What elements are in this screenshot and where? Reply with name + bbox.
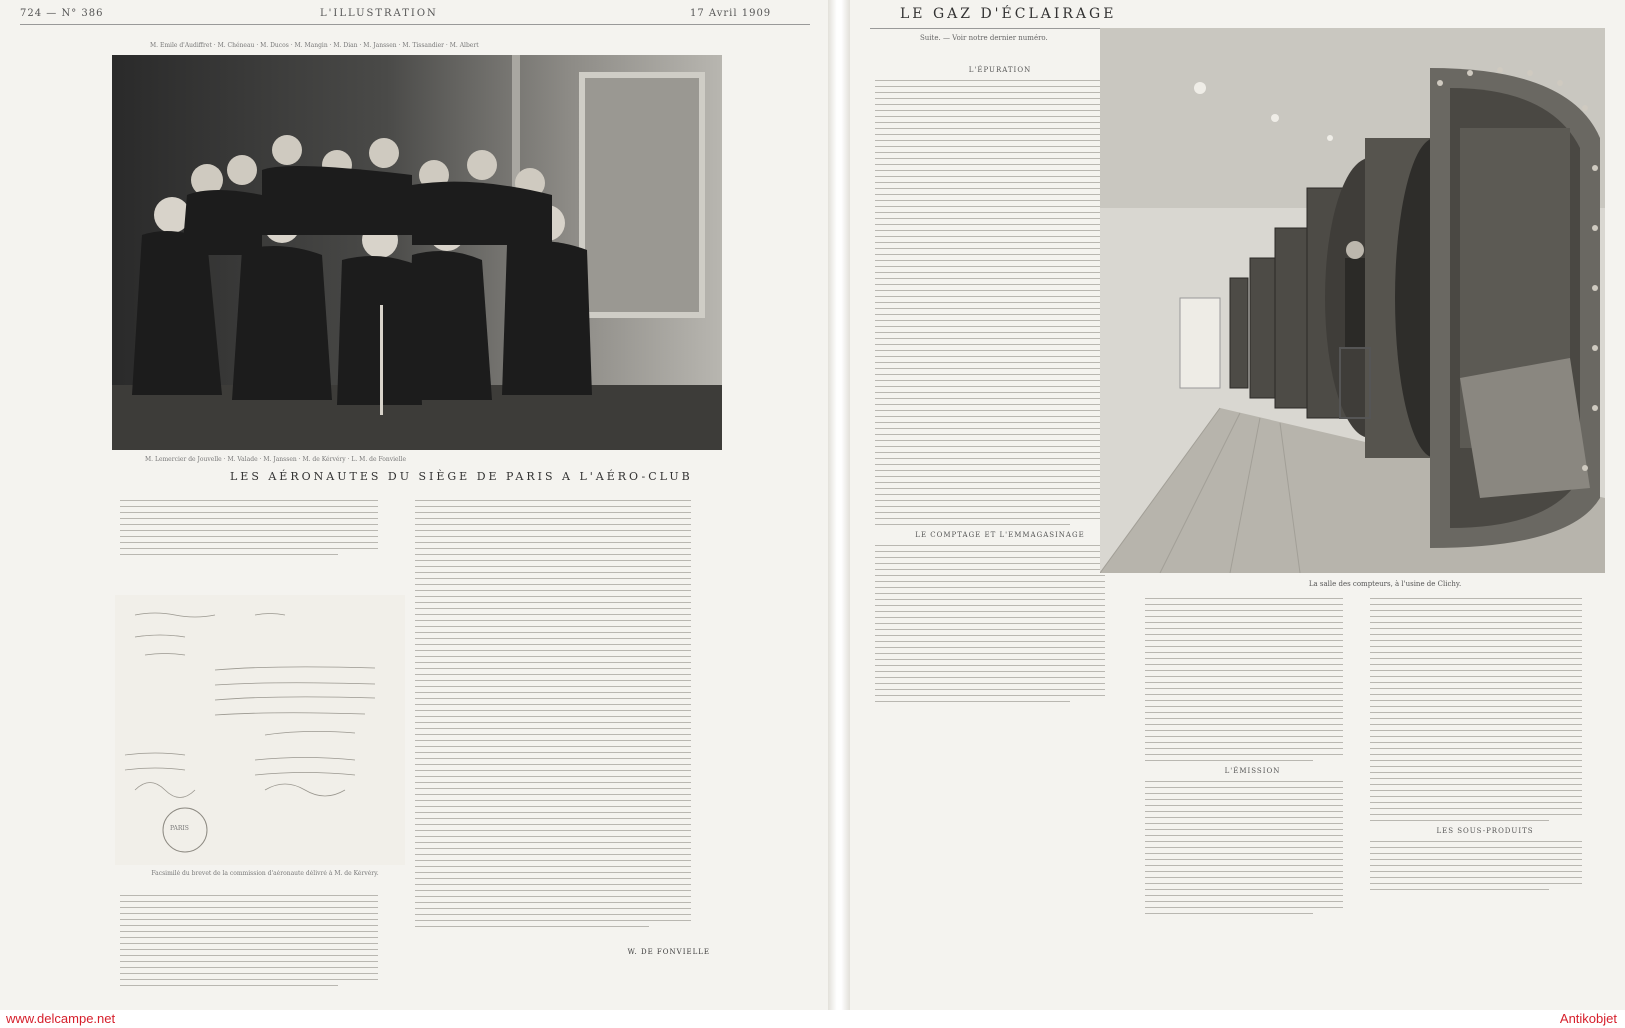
article-subtitle: Suite. — Voir notre dernier numéro. — [920, 34, 1048, 42]
right-column-text — [415, 500, 715, 940]
group-photo — [112, 55, 722, 450]
section-heading-emission: L'ÉMISSION — [1224, 767, 1281, 775]
group-photo-image — [112, 55, 722, 450]
title-rule — [870, 28, 1125, 29]
middle-column-text — [1145, 598, 1360, 993]
brevet-handwriting — [115, 595, 405, 865]
header-rule — [20, 24, 810, 25]
section-heading-sous-produits: LES SOUS-PRODUITS — [1436, 827, 1534, 835]
photo-title: LES AÉRONAUTES DU SIÈGE DE PARIS A L'AÉRO-CLUB — [230, 470, 693, 483]
photo-names-top: M. Emile d'Audiffret · M. Chéneau · M. Ducos · M. Mangin · M. Dian · M. Janssen · M. Tissandier · M. Albert — [150, 42, 479, 49]
intro-text-block — [120, 500, 400, 590]
section-heading-comptage: LE COMPTAGE ET L'EMMAGASINAGE — [915, 531, 1085, 539]
meter-photo-caption: La salle des compteurs, à l'usine de Clichy. — [1308, 580, 1462, 588]
article-signature: W. DE FONVIELLE — [627, 948, 710, 956]
gas-meter-room-image — [1100, 28, 1605, 573]
issue-date: 17 Avril 1909 — [690, 8, 772, 19]
photo-names-bottom: M. Lemercier de Jouvelle · M. Valade · M. Janssen · M. de Kérvéry · L. M. de Fonvielle — [145, 456, 406, 463]
watermark-bar — [0, 1010, 1625, 1028]
page-gutter — [828, 0, 850, 1010]
article-title: LE GAZ D'ÉCLAIRAGE — [900, 6, 1117, 22]
section-heading-epuration: L'ÉPURATION — [968, 66, 1032, 74]
document-caption: Facsimilé du brevet de la commission d'aéronaute délivré à M. de Kérvéry. — [151, 870, 379, 877]
gas-meter-room-photo — [1100, 28, 1605, 573]
left-column-bottom-text — [120, 895, 400, 990]
watermark-right: Antikobjet — [1559, 1011, 1617, 1026]
right-page — [850, 0, 1625, 1010]
right-column-text-2 — [1370, 598, 1600, 993]
magazine-title: L'ILLUSTRATION — [320, 8, 438, 19]
article-column — [875, 60, 1125, 990]
watermark-left: www.delcampe.net — [6, 1011, 116, 1026]
document-stamp: PARIS — [170, 825, 189, 832]
brevet-facsimile — [115, 595, 405, 865]
page-number: 724 — N° 386 — [20, 8, 104, 19]
